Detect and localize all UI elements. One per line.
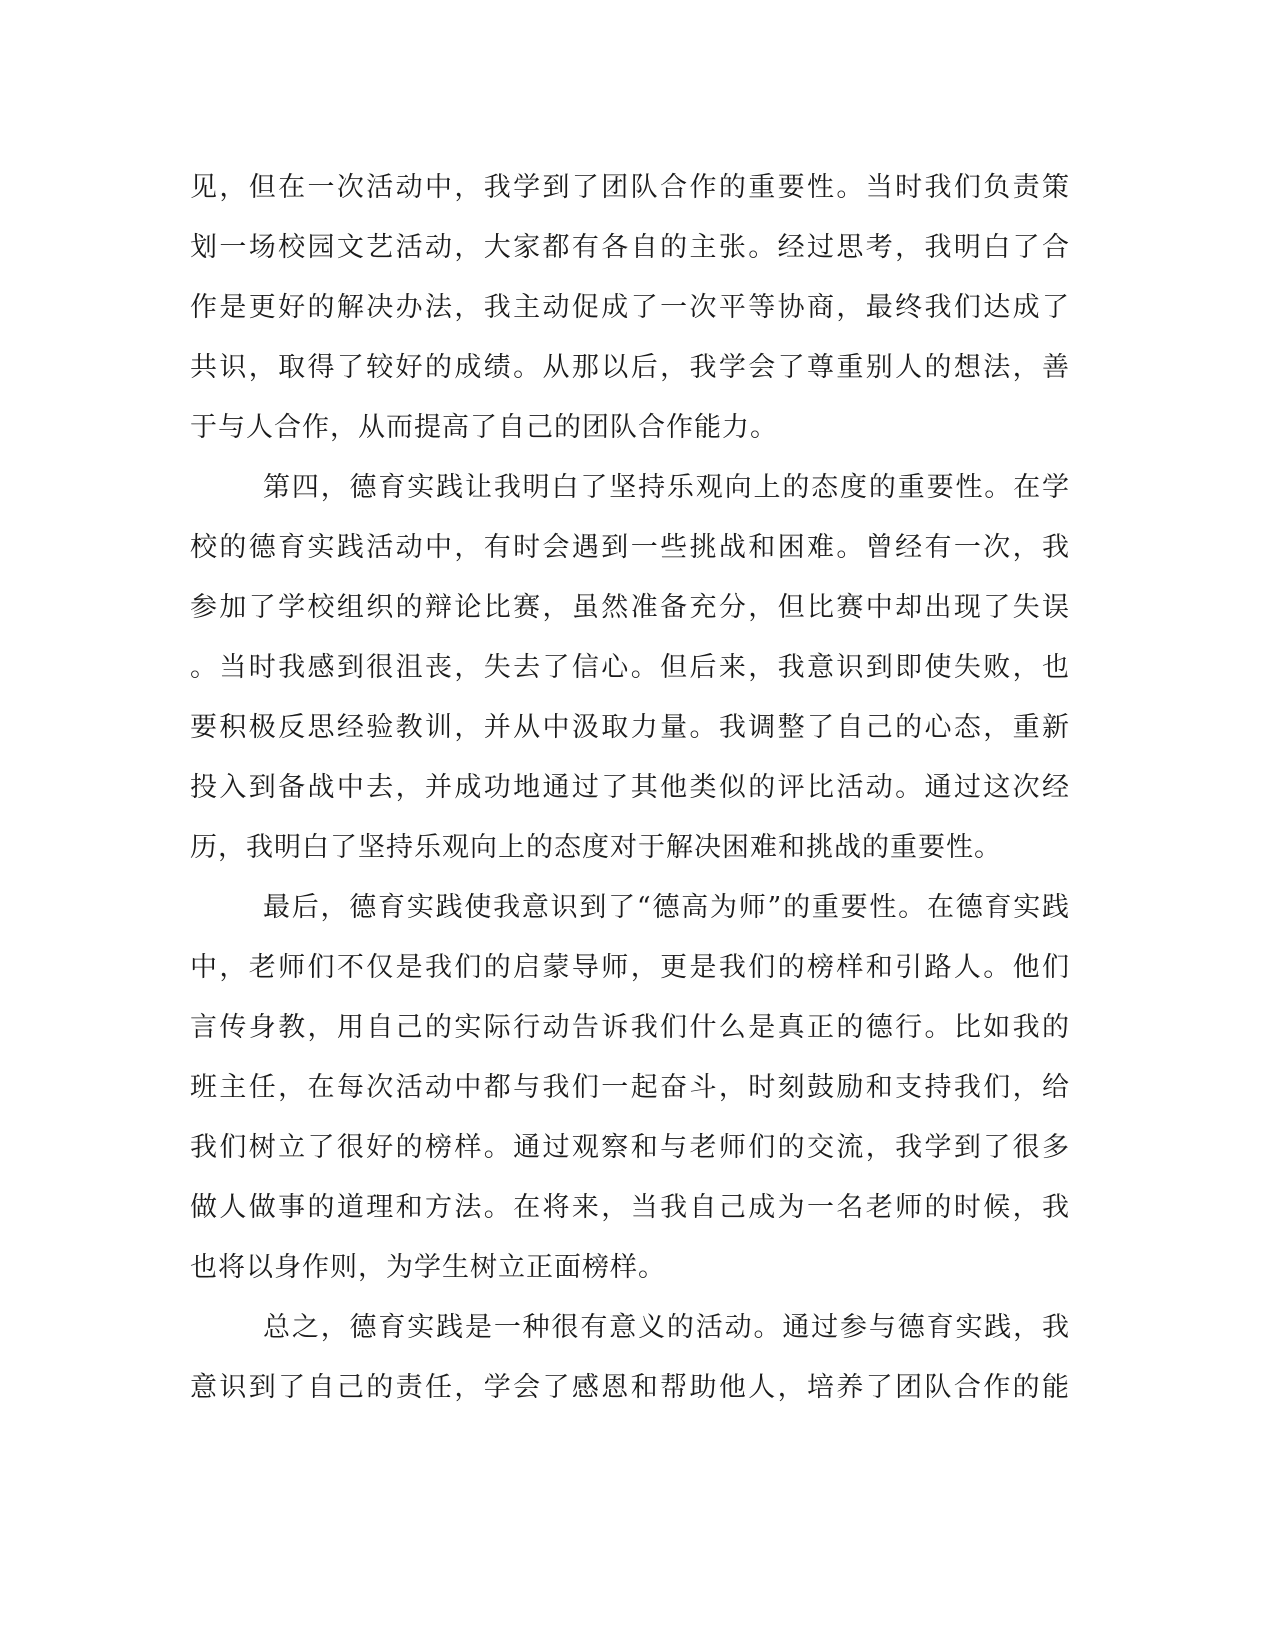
paragraph-first-line: 总之，德育实践是一种很有意义的活动。通过参与德育实践，我 bbox=[263, 1312, 1070, 1343]
text-line: 作是更好的解决办法，我主动促成了一次平等协商，最终我们达成了 bbox=[190, 292, 1070, 323]
text-line: 我们树立了很好的榜样。通过观察和与老师们的交流，我学到了很多 bbox=[190, 1132, 1070, 1163]
text-line: 中，老师们不仅是我们的启蒙导师，更是我们的榜样和引路人。他们 bbox=[190, 952, 1070, 983]
text-line: 。当时我感到很沮丧，失去了信心。但后来，我意识到即使失败，也 bbox=[190, 652, 1070, 683]
text-line: 投入到备战中去，并成功地通过了其他类似的评比活动。通过这次经 bbox=[190, 772, 1070, 803]
text-line: 见，但在一次活动中，我学到了团队合作的重要性。当时我们负责策 bbox=[190, 172, 1070, 203]
text-line: 言传身教，用自己的实际行动告诉我们什么是真正的德行。比如我的 bbox=[190, 1012, 1070, 1043]
text-line: 要积极反思经验教训，并从中汲取力量。我调整了自己的心态，重新 bbox=[190, 712, 1070, 743]
text-line: 历，我明白了坚持乐观向上的态度对于解决困难和挑战的重要性。 bbox=[190, 832, 1002, 863]
text-line: 共识，取得了较好的成绩。从那以后，我学会了尊重别人的想法，善 bbox=[190, 352, 1070, 383]
text-line: 于与人合作，从而提高了自己的团队合作能力。 bbox=[190, 412, 778, 443]
text-line: 也将以身作则，为学生树立正面榜样。 bbox=[190, 1252, 666, 1283]
text-line: 意识到了自己的责任，学会了感恩和帮助他人，培养了团队合作的能 bbox=[190, 1372, 1070, 1403]
text-line: 做人做事的道理和方法。在将来，当我自己成为一名老师的时候，我 bbox=[190, 1192, 1070, 1223]
paragraph-first-line: 第四，德育实践让我明白了坚持乐观向上的态度的重要性。在学 bbox=[263, 472, 1070, 503]
text-line: 班主任，在每次活动中都与我们一起奋斗，时刻鼓励和支持我们，给 bbox=[190, 1072, 1070, 1103]
body-text bbox=[190, 168, 1070, 1428]
text-line: 划一场校园文艺活动，大家都有各自的主张。经过思考，我明白了合 bbox=[190, 232, 1070, 263]
text-line: 参加了学校组织的辩论比赛，虽然准备充分，但比赛中却出现了失误 bbox=[190, 592, 1070, 623]
text-line: 校的德育实践活动中，有时会遇到一些挑战和困难。曾经有一次，我 bbox=[190, 532, 1070, 563]
paragraph-first-line: 最后，德育实践使我意识到了“德高为师”的重要性。在德育实践 bbox=[263, 892, 1070, 923]
